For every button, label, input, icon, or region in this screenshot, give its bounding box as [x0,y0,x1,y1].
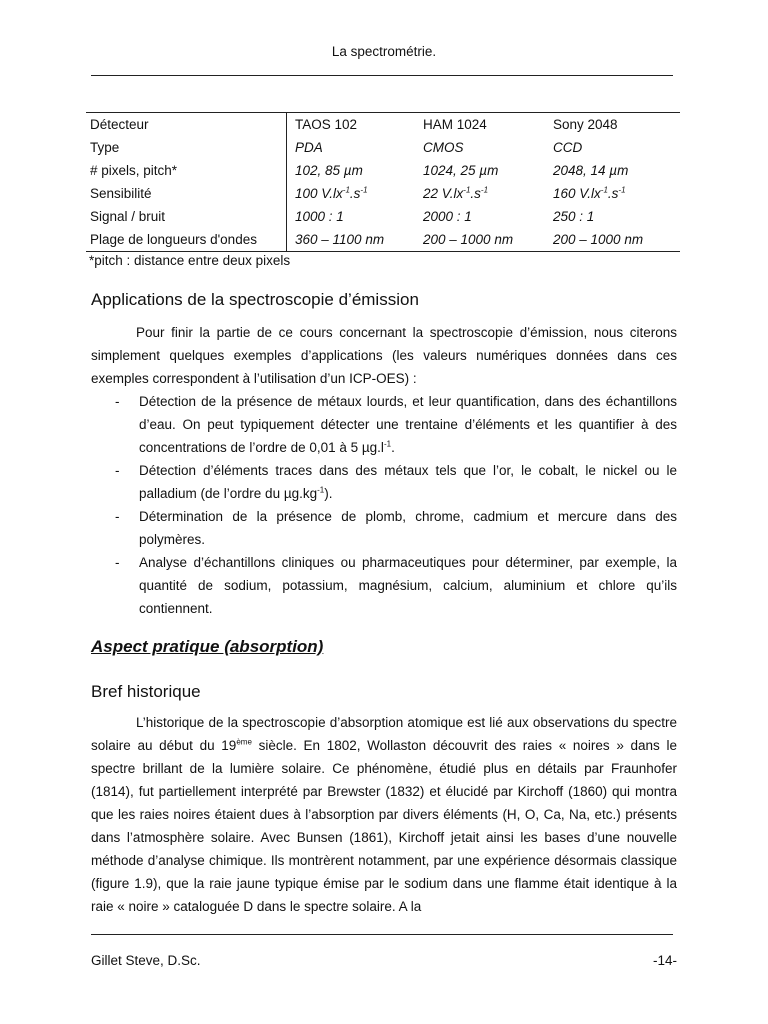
table-cell: 2000 : 1 [423,209,472,224]
list-item: - Détermination de la présence de plomb, chrome, cadmium et mercure dans des polymères. [115,509,677,547]
paragraph-text: Pour finir la partie de ce cours concernant la spectroscopie d’émission, nous citerons simplement quelques exemples d’applications (les valeurs numériques données dans ces exemples correspondent à l’utilisation d’un ICP-OES) : [91,325,677,386]
table-cell: # pixels, pitch* [86,159,287,182]
table-cell: 360 – 1100 nm [287,228,420,252]
table-row [86,159,680,182]
table-cell: 102, 85 µm [295,163,363,178]
applications-list [91,390,677,620]
footer-author: Gillet Steve, D.Sc. [91,953,201,968]
table-cell: 200 – 1000 nm [549,228,680,252]
table-cell: Type [86,136,287,159]
historique-paragraph [91,711,677,918]
table-cell: Signal / bruit [86,205,287,228]
footer-page-number: -14- [652,953,677,968]
section-heading-bref-historique: Bref historique [91,682,201,701]
section-heading-applications: Applications de la spectroscopie d’émission [91,290,419,309]
table-cell: 100 $V.lx^{-1}.s^{-1}$ [295,185,368,201]
table-cell: Sony 2048 [549,113,680,137]
list-item-text: Analyse d’échantillons cliniques ou pharmaceutiques pour déterminer, par exemple, la quantité de sodium, potassium, magnésium, calcium, aluminium et chlore qu’ils contiennent. [139,555,677,616]
list-item-text: Détection de la présence de métaux lourds, et leur quantification, dans des échantillons d’eau. On peut typiquement détecter une trentaine d’éléments et les quantifier à des concentrations de l’ordre de 0,01 à 5 $\mu g.l^{-1}$. [139,394,677,455]
page-header-title: La spectrométrie. [331,44,437,59]
list-item: - Analyse d’échantillons cliniques ou pharmaceutiques pour déterminer, par exemple, la quantité de sodium, potassium, magnésium, calcium, aluminium et chlore qu’ils contiennent. [115,555,677,616]
table-footnote: *pitch : distance entre deux pixels [89,253,291,268]
list-item: - Détection d’éléments traces dans des métaux tels que l’or, le cobalt, le nickel ou le palladium (de l’ordre du $\mu g.kg^{-1}$). [115,463,677,501]
table-cell: 160 $V.lx^{-1}.s^{-1}$ [553,185,626,201]
table-row [86,136,680,159]
table-cell: 1000 : 1 [295,209,344,224]
table-cell: CMOS [423,140,464,155]
table-row [86,182,680,205]
table-cell: Sensibilité [86,182,287,205]
table-cell: 2048, 14 µm [553,163,629,178]
section-heading-aspect-pratique: Aspect pratique (absorption) [91,637,324,656]
table-header-row [86,113,680,137]
table-cell: Plage de longueurs d'ondes [86,228,287,252]
table-cell: TAOS 102 [287,113,420,137]
table-cell: CCD [553,140,583,155]
table-row [86,205,680,228]
table-cell: PDA [295,140,323,155]
detector-table [86,112,680,252]
list-item: - Détection de la présence de métaux lourds, et leur quantification, dans des échantillons d’eau. On peut typiquement détecter une trentaine d’éléments et les quantifier à des concentrations de l’ordre de 0,01 à 5 $\mu g.l^{-1}$. [115,394,677,455]
table-cell: 200 – 1000 nm [419,228,549,252]
table-row [86,228,680,252]
table-cell: 1024, 25 µm [423,163,499,178]
applications-intro-paragraph [91,321,677,390]
table-cell: HAM 1024 [419,113,549,137]
footer-rule [91,934,673,935]
table-cell: 22 $V.lx^{-1}.s^{-1}$ [423,185,489,201]
table-cell: Détecteur [86,113,287,137]
paragraph-text: L’historique de la spectroscopie d’absorption atomique est lié aux observations du spectre solaire au début du 19ème siècle. En 1802, Wollaston découvrit des raies « noires » dans le spectre brillant de la lumière solaire. Ce phénomène, étudié plus en détails par Fraunhofer (1814), fut partiellement interprété par Brewster (1832) et élucidé par Kirchoff (1860) qui montra que les raies noires étaient dues à l’absorption par divers éléments (H, O, Ca, Na, etc.) présents dans l’atmosphère solaire. Avec Bunsen (1861), Kirchoff jetait ainsi les bases d’une nouvelle méthode d’analyse chimique. Ils montrèrent notamment, par une expérience désormais classique (figure 1.9), que la raie jaune typique émise par le sodium dans une flamme était identique à la raie « noire » cataloguée D dans le spectre solaire. A la [91,715,677,914]
header-rule [91,75,673,76]
list-item-text: Détermination de la présence de plomb, chrome, cadmium et mercure dans des polymères. [139,509,677,547]
list-item-text: Détection d’éléments traces dans des métaux tels que l’or, le cobalt, le nickel ou le palladium (de l’ordre du $\mu g.kg^{-1}$). [139,463,677,501]
table-cell: 250 : 1 [553,209,595,224]
